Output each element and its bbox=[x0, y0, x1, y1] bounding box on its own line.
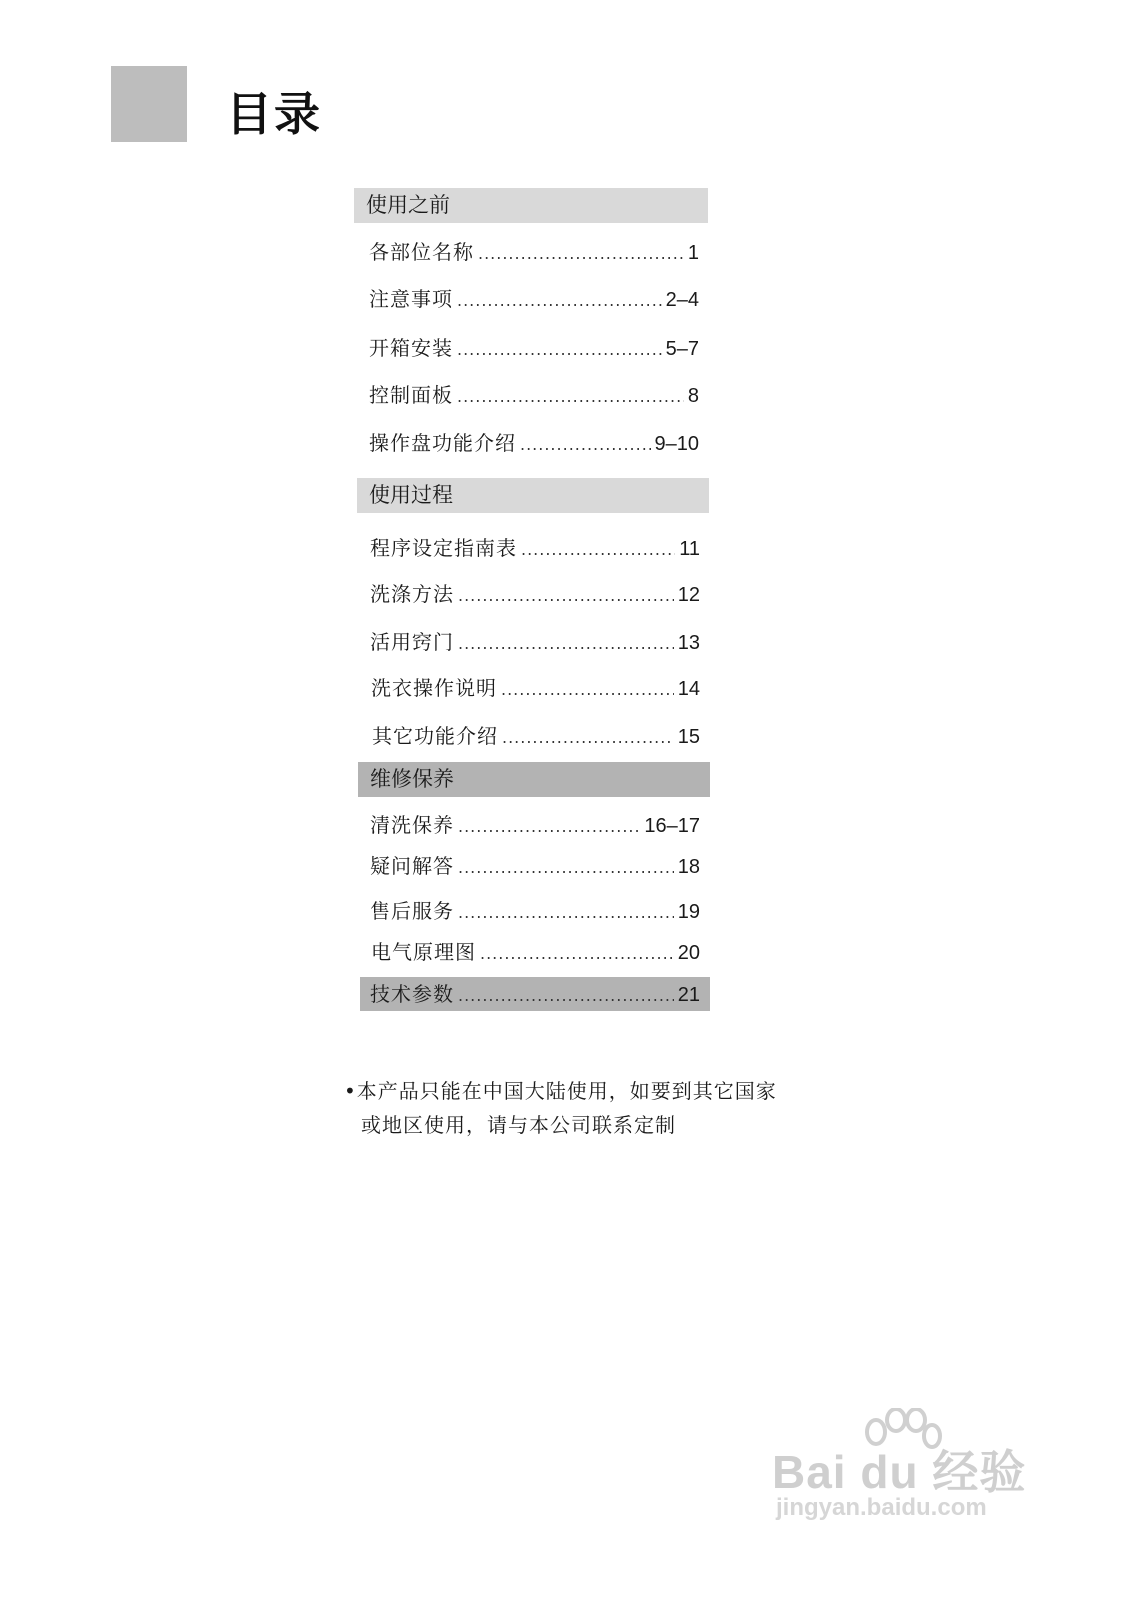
toc-entry-tech-params[interactable] bbox=[360, 977, 710, 1011]
toc-entry[interactable] bbox=[370, 579, 700, 609]
usage-note-line-1: •本产品只能在中国大陆使用，如要到其它国家 bbox=[344, 1079, 777, 1103]
toc-entry-label: 各部位名称 bbox=[369, 240, 474, 264]
toc-entry-page: 18 bbox=[677, 856, 700, 878]
toc-entry-page: 2–4 bbox=[665, 289, 699, 311]
toc-entry-label: 注意事项 bbox=[369, 287, 453, 311]
toc-entry[interactable] bbox=[369, 333, 699, 363]
toc-entry-label: 电气原理图 bbox=[371, 940, 476, 964]
toc-entry-label: 售后服务 bbox=[370, 899, 454, 923]
toc-entry-page: 13 bbox=[677, 632, 700, 654]
toc-entry-page: 21 bbox=[677, 984, 700, 1006]
toc-entry-label: 开箱安装 bbox=[369, 336, 453, 360]
toc-entry-page: 15 bbox=[677, 726, 700, 748]
toc-entry[interactable] bbox=[370, 896, 700, 926]
toc-entry[interactable] bbox=[369, 284, 699, 314]
toc-dot-leader bbox=[458, 812, 640, 842]
toc-entry-label: 活用窍门 bbox=[370, 630, 454, 654]
toc-dot-leader bbox=[502, 723, 674, 753]
toc-entry[interactable] bbox=[370, 851, 700, 881]
toc-entry-page: 9–10 bbox=[654, 433, 699, 455]
toc-entry-page: 16–17 bbox=[644, 815, 700, 837]
watermark-url: jingyan.baidu.com bbox=[776, 1494, 987, 1521]
toc-dot-leader bbox=[458, 581, 674, 611]
toc-dot-leader bbox=[480, 939, 674, 969]
section-header-during-use: 使用过程 bbox=[357, 478, 709, 513]
toc-entry-page: 12 bbox=[677, 584, 700, 606]
toc-dot-leader bbox=[458, 898, 674, 928]
toc-entry[interactable] bbox=[370, 810, 700, 840]
toc-dot-leader bbox=[521, 535, 675, 565]
section-header-before-use: 使用之前 bbox=[354, 188, 708, 223]
toc-dot-leader bbox=[458, 629, 674, 659]
toc-entry-page: 11 bbox=[679, 538, 700, 560]
toc-entry-label: 疑问解答 bbox=[370, 854, 454, 878]
baidu-jingyan-watermark bbox=[772, 1408, 1032, 1538]
toc-entry-label: 洗涤方法 bbox=[370, 582, 454, 606]
toc-dot-leader bbox=[457, 286, 662, 316]
usage-note-line-2: 或地区使用，请与本公司联系定制 bbox=[361, 1113, 676, 1137]
corner-decoration-block bbox=[111, 66, 187, 142]
toc-entry-label: 其它功能介绍 bbox=[372, 724, 498, 748]
toc-dot-leader bbox=[501, 675, 674, 705]
toc-entry-page: 1 bbox=[687, 242, 699, 264]
section-header-maintenance: 维修保养 bbox=[358, 762, 710, 797]
toc-entry[interactable] bbox=[369, 428, 699, 458]
toc-entry[interactable] bbox=[372, 721, 700, 751]
toc-entry-label: 技术参数 bbox=[370, 982, 454, 1006]
toc-dot-leader bbox=[457, 382, 684, 412]
toc-dot-leader bbox=[520, 430, 651, 460]
toc-entry-page: 14 bbox=[677, 678, 700, 700]
toc-entry-label: 清洗保养 bbox=[370, 813, 454, 837]
toc-entry[interactable] bbox=[371, 937, 700, 967]
toc-entry-page: 20 bbox=[677, 942, 700, 964]
toc-dot-leader bbox=[478, 239, 684, 269]
watermark-logo: Bai du 经验 bbox=[772, 1446, 1027, 1498]
toc-dot-leader bbox=[457, 335, 662, 365]
toc-entry[interactable] bbox=[371, 673, 700, 703]
toc-entry-label: 程序设定指南表 bbox=[370, 536, 517, 560]
toc-entry-page: 19 bbox=[677, 901, 700, 923]
usage-note bbox=[344, 1074, 777, 1142]
toc-entry-label: 操作盘功能介绍 bbox=[369, 431, 516, 455]
toc-entry[interactable] bbox=[369, 237, 699, 267]
toc-entry[interactable] bbox=[370, 627, 700, 657]
toc-entry[interactable] bbox=[369, 380, 699, 410]
toc-dot-leader bbox=[458, 853, 674, 883]
toc-entry-page: 5–7 bbox=[665, 338, 699, 360]
toc-entry-label: 控制面板 bbox=[369, 383, 453, 407]
toc-entry-page: 8 bbox=[687, 385, 699, 407]
page-title: 目录 bbox=[226, 87, 322, 141]
toc-dot-leader bbox=[458, 979, 674, 1013]
toc-entry-label: 洗衣操作说明 bbox=[371, 676, 497, 700]
toc-entry[interactable] bbox=[370, 533, 700, 563]
